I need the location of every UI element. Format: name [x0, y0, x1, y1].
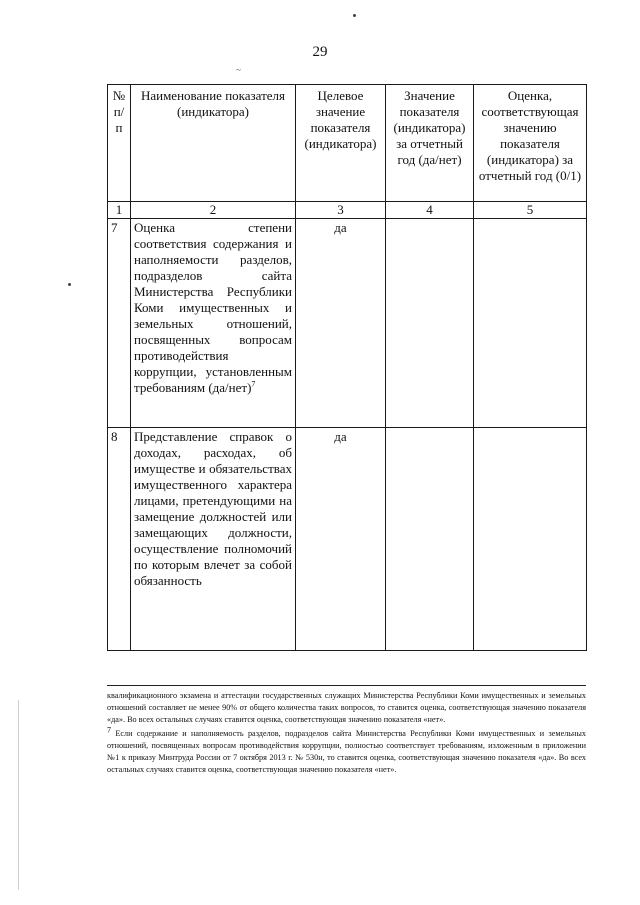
- header-score: Оценка, соответствующая значению показателя (индикатора) за отчетный год (0/1): [474, 85, 587, 202]
- footnote-separator: [107, 685, 586, 686]
- scan-speck: [353, 14, 356, 17]
- indicator-name-text: Оценка степени соответствия содержания и наполняемости разделов, подразделов сайта Министерства Республики Коми имущественных и земельных отношений, посвященных вопросам противодействия коррупции, установленным требованиям (да/нет): [134, 220, 292, 395]
- footnote-7: [107, 725, 587, 776]
- header-reported-value: Значение показателя (индикатора) за отчетный год (да/нет): [386, 85, 474, 202]
- column-number: 1: [108, 202, 131, 219]
- page-number: 29: [312, 44, 328, 60]
- score-value: [474, 428, 587, 651]
- table-row: [108, 428, 587, 651]
- footnotes: [107, 690, 586, 776]
- score-value: [474, 219, 587, 428]
- scan-edge-line: [18, 700, 19, 890]
- footnote-ref: 7: [251, 379, 256, 389]
- column-numbers-row: [108, 202, 587, 219]
- row-number: 8: [108, 428, 131, 651]
- indicators-table: [107, 84, 587, 651]
- table-header-row: [108, 85, 587, 202]
- indicator-name: [131, 219, 296, 428]
- column-number: 2: [131, 202, 296, 219]
- header-number: № п/п: [108, 85, 131, 202]
- indicator-name: Представление справок о доходах, расходах, об имуществе и обязательствах имущественного характера лицами, претендующими на замещение должностей или замещающих должности, осуществление полномочий по которым влечет за собой обязанность: [131, 428, 296, 651]
- row-number: 7: [108, 219, 131, 428]
- column-number: 3: [296, 202, 386, 219]
- footnote-7-text: Если содержание и наполняемость разделов, подразделов сайта Министерства Республики Коми имущественных и земельных отношений, посвященных вопросам противодействия коррупции, полностью соответствует требованиям, изложенным в приложении №1 к приказу Минтруда России от 7 октября 2013 г. № 530н, то ставится оценка, соответствующая значению показателя «да». Во всех остальных случаях ставится оценка, соответствующая значению показателя «нет».: [107, 729, 587, 774]
- header-target-value: Целевое значение показателя (индикатора): [296, 85, 386, 202]
- reported-value: [386, 219, 474, 428]
- column-number: 5: [474, 202, 587, 219]
- header-indicator-name: Наименование показателя (индикатора): [131, 85, 296, 202]
- scan-mark: ~: [236, 65, 241, 75]
- footnote-continuation: квалификационного экзамена и аттестации государственных служащих Министерства Республики Коми имущественных и земельных отношений составляет не менее 90% от общего количества таких вопросов, то ставится оценка, соответствующая значению показателя «да». Во всех остальных случаях ставится оценка, соответствующая значению показателя «нет».: [107, 691, 586, 724]
- table-row: [108, 219, 587, 428]
- reported-value: [386, 428, 474, 651]
- scan-speck: [68, 283, 71, 286]
- footnote-marker: 7: [107, 725, 111, 735]
- target-value: да: [296, 219, 386, 428]
- column-number: 4: [386, 202, 474, 219]
- target-value: да: [296, 428, 386, 651]
